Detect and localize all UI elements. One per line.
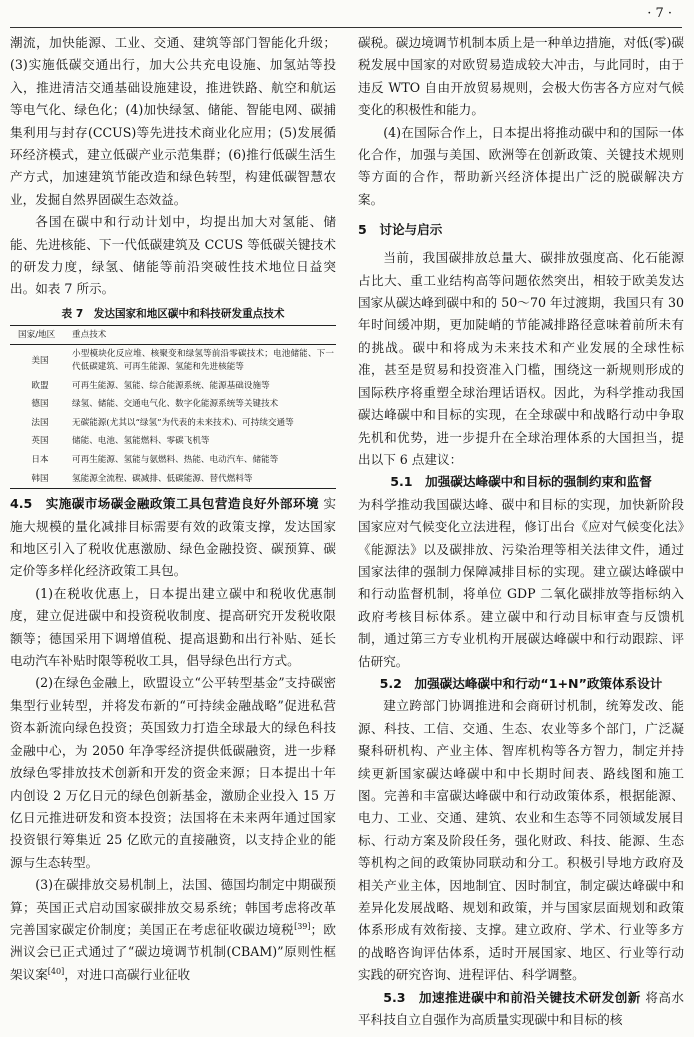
key-technology-table xyxy=(10,325,336,489)
table-cell-tech: 储能、电池、氢能燃料、零碳飞机等 xyxy=(72,436,210,447)
citation-39: [39] xyxy=(294,921,311,931)
paragraph-5-3: 将高水平科技自立自强作为高质量实现碳中和目标的核 xyxy=(358,989,685,1028)
paragraph-international-cooperation: (4)在国际合作上，日本提出将推动碳中和的国际一体化合作，加强与美国、欧洲等在创新政策、关键技术规则等方面的合作，帮助新兴经济体提出广泛的脱碳解决方案。 xyxy=(358,124,684,207)
table-cell-region: 英国 xyxy=(31,436,49,447)
trading-text-b: ；欧洲议会已正式通过了“碳边境调节机制(CBAM)”原则性框架议案 xyxy=(10,921,337,982)
table-row xyxy=(10,377,336,396)
table-header-row xyxy=(10,325,336,345)
table-header-region: 国家/地区 xyxy=(10,325,70,345)
paragraph-emission-trading xyxy=(10,874,336,986)
table-header-tech: 重点技术 xyxy=(70,325,336,345)
paragraph-5-1: 为科学推动我国碳达峰、碳中和目标的实现，加快新阶段国家应对气候变化立法进程，修订出台《应对气候变化法》《能源法》以及碳排放、污染治理等相关法律文件，通过国家法律的强制力保障减排目标的实现。建立碳达峰碳中和行动监督机制，将单位 GDP 二氧化碳排放等指标纳入政府考核目标体系。建立碳中和行动目标审查与反馈机制，通过第三方专业机构开展碳达峰碳中和行动跟踪、评估研究。 xyxy=(358,496,684,669)
table-cell-region: 法国 xyxy=(31,417,49,428)
section-5-3 xyxy=(358,987,684,1032)
paragraph-green-finance: (2)在绿色金融上，欧盟设立“公平转型基金”支持碳密集型行业转型，并将发布新的“可持续金融战略”促进私营资本新流向绿色投资；英国致力打造全球最大的绿色科技金融中心，为 2050 年净零经济提供低碳融资，进一步释放绿色零排放技术创新和开发的资金来源；日本提出十年内创设 2 万亿日元的绿色创新基金，激励企业投入 15 万亿日元推进研发和资本投资；法国将在未来两年通过国家投资银行筹集近 25 亿欧元的直接融资，以支持企业的能源与生态转型。 xyxy=(10,675,336,870)
table-cell-region: 欧盟 xyxy=(31,380,49,391)
paragraph-5-2: 建立跨部门协调推进和会商研讨机制，统筹发改、能源、科技、工信、交通、生态、农业等多个部门，广泛凝聚科研机构、产业主体、智库机构等各方智力，制定并持续更新国家碳达峰碳中和中长期时间表、路线图和施工图。完善和丰富碳达峰碳中和行动政策体系，根据能源、电力、工业、交通、建筑、农业和生态等不同领域发展目标、行动方案及阶段任务，强化财政、科技、能源、生态等机构之间的政策协同联动和分工。积极引导地方政府及相关产业主体，因地制宜、因时制宜，制定碳达峰碳中和差异化发展战略、规划和政策，并与国家层面规划和政策体系形成有效衔接、支撑。建立政府、学术、行业等多方的战略咨询评估体系，适时开展国家、地区、行业等行动实践的研究咨询、进程评估、科学调整。 xyxy=(358,698,684,983)
table-cell-region: 韩国 xyxy=(31,473,49,484)
citation-40: [40] xyxy=(47,966,65,976)
table-row xyxy=(10,414,336,433)
table-cell-tech: 可再生能源、氢能、综合能源系统、能源基础设施等 xyxy=(72,380,270,391)
section-5-title: 5 讨论与启示 xyxy=(358,222,443,238)
paragraph-discussion: 当前，我国碳排放总量大、碳排放强度高、化石能源占比大、重工业结构高等问题依然突出，相较于欧美发达国家从碳达峰到碳中和的 50～70 年过渡期，我国只有 30 年时间缓冲期，更加陡峭的节能减排路径意味着前所未有的挑战。碳中和将成为未来技术和产业发展的全球性标准，甚至是贸易和投资准入门槛，围绕这一新规则形成的国际秩序将重塑全球治理话语权。因此，为科学推动我国碳达峰碳中和目标的实现，在全球碳中和战略行动中争取先机和优势，进一步提升在全球治理体系的大国担当，提出以下 6 点建议： xyxy=(358,250,684,467)
trading-text-c: ，对进口高碳行业征收 xyxy=(64,966,191,982)
table-cell-tech: 小型模块化反应堆、核聚变和绿氢等前沿零碳技术；电池储能、下一代低碳建筑、可再生能源、氢能和先进核能等 xyxy=(72,349,334,373)
table-row xyxy=(10,345,336,377)
paragraph-key-technologies: 各国在碳中和行动计划中，均提出加大对氢能、储能、先进核能、下一代低碳建筑及 CCUS 等低碳关键技术的研发力度，绿氢、储能等前沿突破性技术地位日益突出。如表 7 所示。 xyxy=(10,214,336,297)
header-rule xyxy=(10,27,682,28)
table-cell-region: 德国 xyxy=(31,399,49,410)
section-5-2-title: 5.2 加强碳达峰碳中和行动“1+N”政策体系设计 xyxy=(379,675,663,691)
paragraph-tax-incentives: (1)在税收优惠上，日本提出建立碳中和税收优惠制度，建立促进碳中和投资税收制度、提高研究开发税收限额等；德国采用下调增值税、提高退勤和出行补贴、延长电动汽车补贴时限等税收工具，倡导绿色出行方式。 xyxy=(10,585,336,669)
table-cell-tech: 无碳能源(尤其以“绿氢”为代表的未来技术)、可持续交通等 xyxy=(72,417,294,428)
right-column xyxy=(358,32,684,1031)
table-row xyxy=(10,470,336,489)
table-row xyxy=(10,451,336,470)
section-4-5-title: 4.5 实施碳市场碳金融政策工具包营造良好外部环境 xyxy=(10,496,319,512)
section-5-3-title: 5.3 加速推进碳中和前沿关键技术研发创新 xyxy=(383,989,641,1005)
page-number: · 7 · xyxy=(647,6,672,21)
paragraph-industry-measures: 潮流，加快能源、工业、交通、建筑等部门智能化升级；(3)实施低碳交通出行，加大公共充电设施、加氢站等投入，推进清洁交通基础设施建设，推进铁路、航空和航运等电气化、绿色化；(4)加快绿氢、储能、智能电网、碳捕集利用与封存(CCUS)等先进技术商业化应用；(5)发展循环经济模式，建立低碳产业示范集群；(6)推行低碳生活生产方式，加速建筑节能改造和绿色转型，构建低碳智慧农业，发掘自然界固碳生态效益。 xyxy=(10,35,336,207)
table-cell-region: 日本 xyxy=(31,455,49,466)
left-column xyxy=(10,32,336,986)
trading-text-a: (3)在碳排放交易机制上，法国、德国均制定中期碳预算；英国正式启动国家碳排放交易系统；韩国考虑将改革完善国家碳定价制度；美国正在考虑征收碳边境税 xyxy=(10,877,336,937)
section-4-5 xyxy=(10,493,336,583)
table-row xyxy=(10,395,336,414)
table-caption: 表 7 发达国家和地区碳中和科技研发重点技术 xyxy=(61,307,285,320)
table-cell-tech: 可再生能源、氢能与氨燃料、热能、电动汽车、储能等 xyxy=(72,455,279,466)
section-4-5-intro: 实施大规模的量化减排目标需要有效的政策支撑，发达国家和地区引入了税收优惠激励、绿色金融投资、碳预算、碳定价等多样化经济政策工具包。 xyxy=(10,496,336,579)
table-row xyxy=(10,432,336,451)
paragraph-cbam: 碳税。碳边境调节机制本质上是一种单边措施，对低(零)碳税发展中国家的对欧贸易造成较大冲击，与此同时，由于违反 WTO 自由开放贸易规则，会极大伤害各方应对气候变化的积极性和能力。 xyxy=(358,35,684,118)
section-5-1-title: 5.1 加强碳达峰碳中和目标的强制约束和监督 xyxy=(390,474,652,490)
table-cell-tech: 绿氢、储能、交通电气化、数字化能源系统等关键技术 xyxy=(72,399,279,410)
table-cell-tech: 氢能源全流程、碳减排、低碳能源、替代燃料等 xyxy=(72,473,253,484)
table-cell-region: 美国 xyxy=(31,355,49,366)
